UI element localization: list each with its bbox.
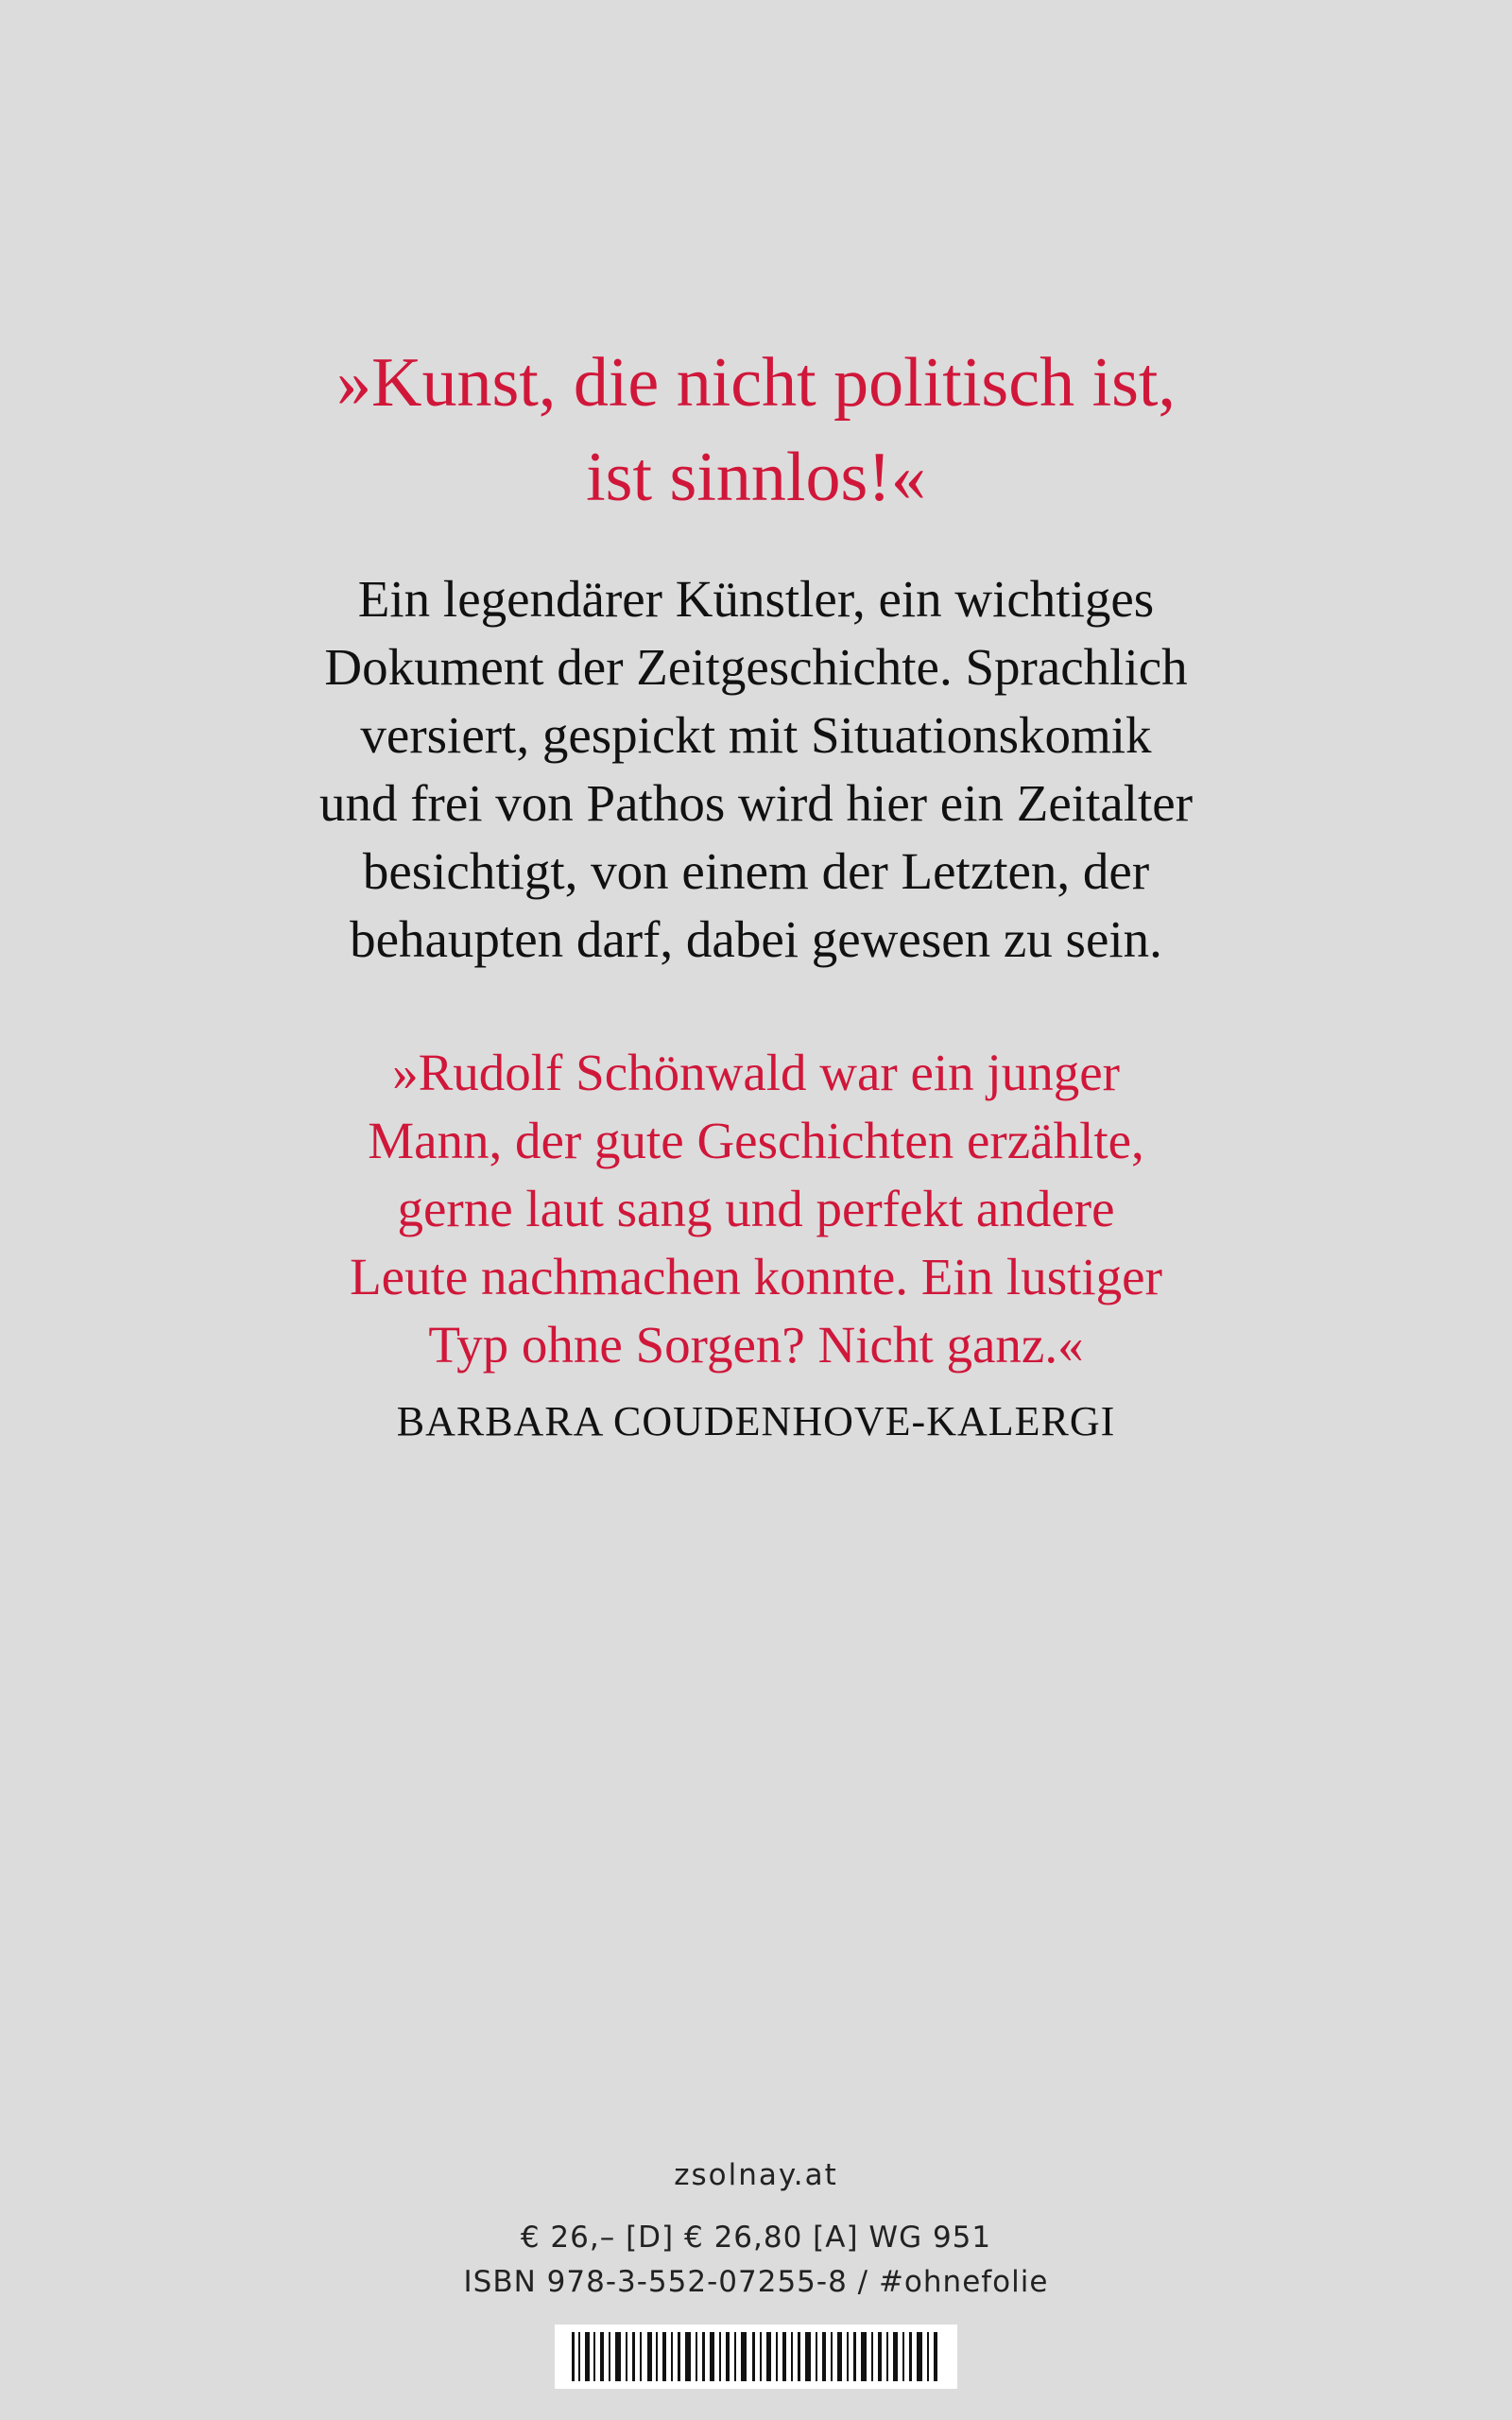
book-description-line: besichtigt, von einem der Letzten, der	[362, 842, 1150, 900]
book-description-line: und frei von Pathos wird hier ein Zeitalter	[318, 774, 1194, 832]
headline-quote	[189, 336, 1323, 525]
isbn-information: ISBN 978-3-552-07255-8 / #ohnefolie	[463, 2265, 1049, 2299]
review-quote-line: gerne laut sang und perfekt andere	[397, 1180, 1115, 1237]
price-information: € 26,– [D] € 26,80 [A] WG 951	[520, 2221, 992, 2255]
headline-quote-line: ist sinnlos!«	[586, 439, 926, 516]
book-description-line: versiert, gespickt mit Situationskomik	[360, 706, 1152, 764]
review-author: BARBARA COUDENHOVE-KALERGI	[396, 1398, 1116, 1444]
book-description-line: Ein legendärer Künstler, ein wichtiges	[357, 570, 1155, 628]
publisher-website: zsolnay.at	[674, 2158, 838, 2192]
headline-quote-line: »Kunst, die nicht politisch ist,	[336, 344, 1176, 422]
barcode-icon	[555, 2325, 957, 2389]
review-quote-line: Mann, der gute Geschichten erzählte,	[368, 1112, 1144, 1169]
review-quote	[189, 1039, 1323, 1379]
review-quote-line: Typ ohne Sorgen? Nicht ganz.«	[428, 1316, 1084, 1374]
book-description	[189, 565, 1323, 974]
book-description-line: Dokument der Zeitgeschichte. Sprachlich	[324, 638, 1188, 696]
review-quote-line: Leute nachmachen konnte. Ein lustiger	[350, 1248, 1162, 1305]
review-quote-line: »Rudolf Schönwald war ein junger	[392, 1044, 1120, 1101]
book-description-line: behaupten darf, dabei gewesen zu sein.	[350, 910, 1162, 968]
